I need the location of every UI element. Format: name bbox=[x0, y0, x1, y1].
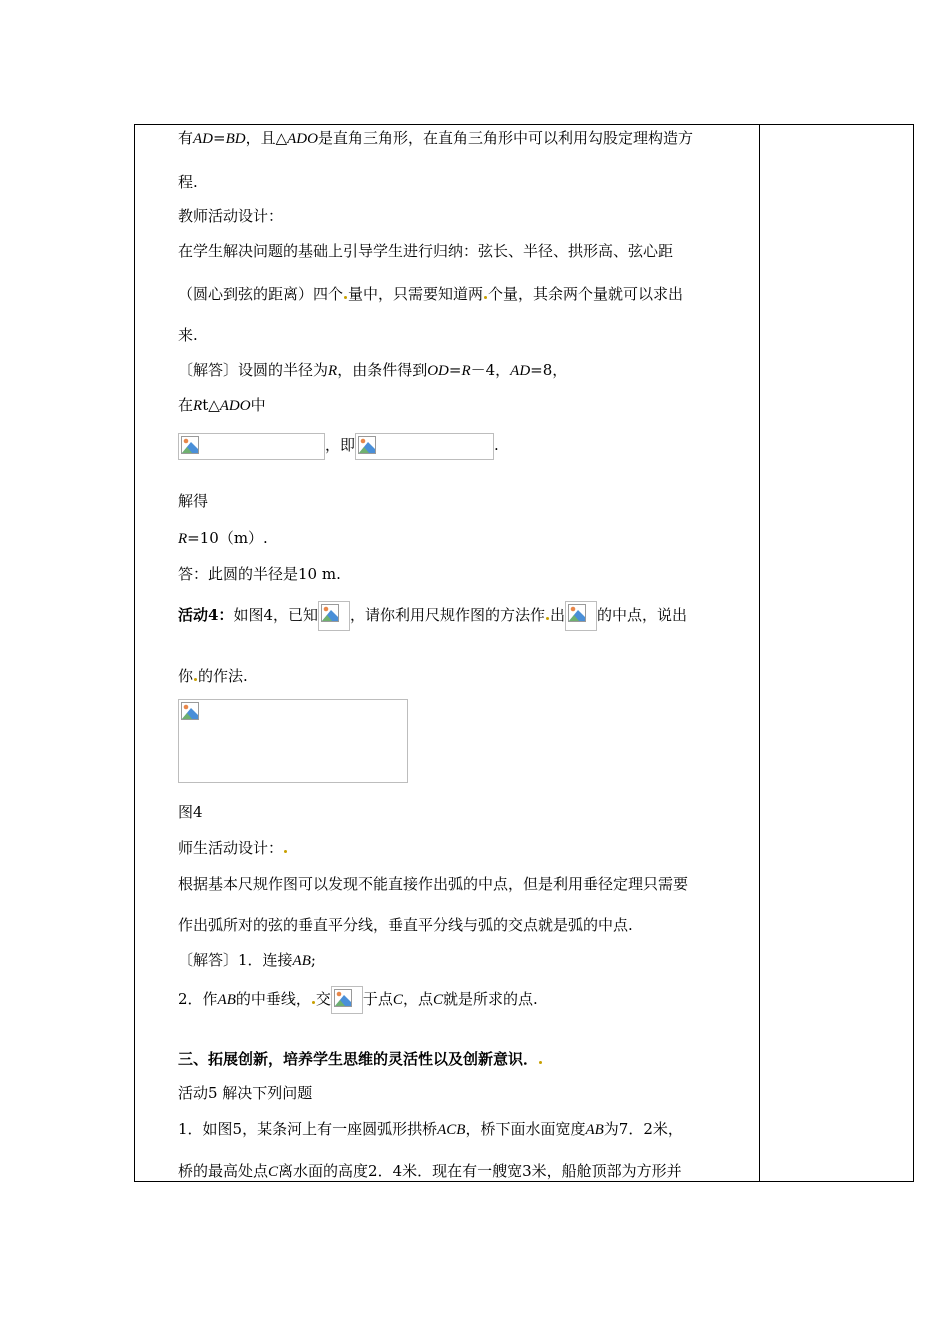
marker-dot bbox=[284, 850, 287, 853]
lesson-table bbox=[134, 124, 914, 1182]
answer-line: 答：此圆的半径是10 m. bbox=[178, 565, 341, 583]
equation-line: ，即 . bbox=[178, 431, 499, 459]
column-divider bbox=[759, 124, 760, 1182]
text-solve: 解得 bbox=[178, 492, 209, 510]
teacher-activity-heading: 教师活动设计： bbox=[178, 207, 284, 225]
text-line-17: 根据基本尺规作图可以发现不能直接作出弧的中点，但是利用垂径定理只需要 bbox=[178, 875, 689, 893]
result-line: R=10（m）. bbox=[178, 529, 268, 547]
activity-5-heading: 活动5 解决下列问题 bbox=[178, 1084, 313, 1102]
equation-image-2 bbox=[355, 433, 494, 460]
problem-1-line-2: 桥的最高处点C离水面的高度2．4米．现在有一艘宽3米，船舱顶部为方形并 bbox=[178, 1162, 682, 1180]
teacher-student-heading: 师生活动设计： bbox=[178, 838, 288, 858]
figure-4-image bbox=[178, 699, 408, 783]
marker-dot bbox=[484, 296, 487, 299]
text-line-14: 你 的作法. bbox=[178, 667, 248, 685]
image-placeholder-icon bbox=[334, 989, 352, 1007]
problem-1-line-1: 1．如图5，某条河上有一座圆弧形拱桥ACB，桥下面水面宽度AB为7．2米， bbox=[178, 1120, 683, 1138]
marker-dot bbox=[344, 296, 347, 299]
activity-4-line: 活动4：如图4，已知 ，请你利用尺规作图的方法作 出 的中点，说出 bbox=[178, 598, 687, 632]
equation-image-1 bbox=[178, 433, 325, 460]
image-placeholder-icon bbox=[181, 702, 199, 720]
solution-line-2: 在Rt△ADO中 bbox=[178, 396, 266, 414]
section-3-heading: 三、拓展创新，培养学生思维的灵活性以及创新意识． bbox=[178, 1049, 543, 1069]
image-placeholder-icon bbox=[181, 436, 199, 454]
solution-step-2: 2．作AB的中垂线， 交 于点C，点C就是所求的点. bbox=[178, 984, 538, 1014]
image-placeholder-icon bbox=[568, 604, 586, 622]
marker-dot bbox=[194, 678, 197, 681]
image-placeholder-icon bbox=[321, 604, 339, 622]
text-line-18: 作出弧所对的弦的垂直平分线，垂直平分线与弧的交点就是弧的中点. bbox=[178, 916, 633, 934]
marker-dot bbox=[539, 1061, 542, 1064]
text-line-1: 有AD=BD，且△ADO是直角三角形，在直角三角形中可以利用勾股定理构造方 bbox=[178, 129, 693, 147]
marker-dot bbox=[312, 1001, 315, 1004]
solution-step-1: 〔解答〕1．连接AB; bbox=[178, 951, 316, 969]
arc-image-1 bbox=[318, 601, 350, 631]
solution-line-1: 〔解答〕设圆的半径为R，由条件得到OD=R－4，AD=8， bbox=[178, 361, 568, 379]
text-line-2: 程. bbox=[178, 173, 198, 191]
arc-image-2 bbox=[565, 601, 597, 631]
text-line-4: 在学生解决问题的基础上引导学生进行归纳：弦长、半径、拱形高、弦心距 bbox=[178, 242, 674, 260]
text-line-5: （圆心到弦的距离）四个 量中，只需要知道两 个量，其余两个量就可以求出 bbox=[178, 285, 684, 303]
image-placeholder-icon bbox=[358, 436, 376, 454]
marker-dot bbox=[546, 617, 549, 620]
text-line-6: 来. bbox=[178, 326, 198, 344]
figure-4-caption: 图4 bbox=[178, 803, 203, 821]
arc-image-3 bbox=[331, 986, 363, 1014]
